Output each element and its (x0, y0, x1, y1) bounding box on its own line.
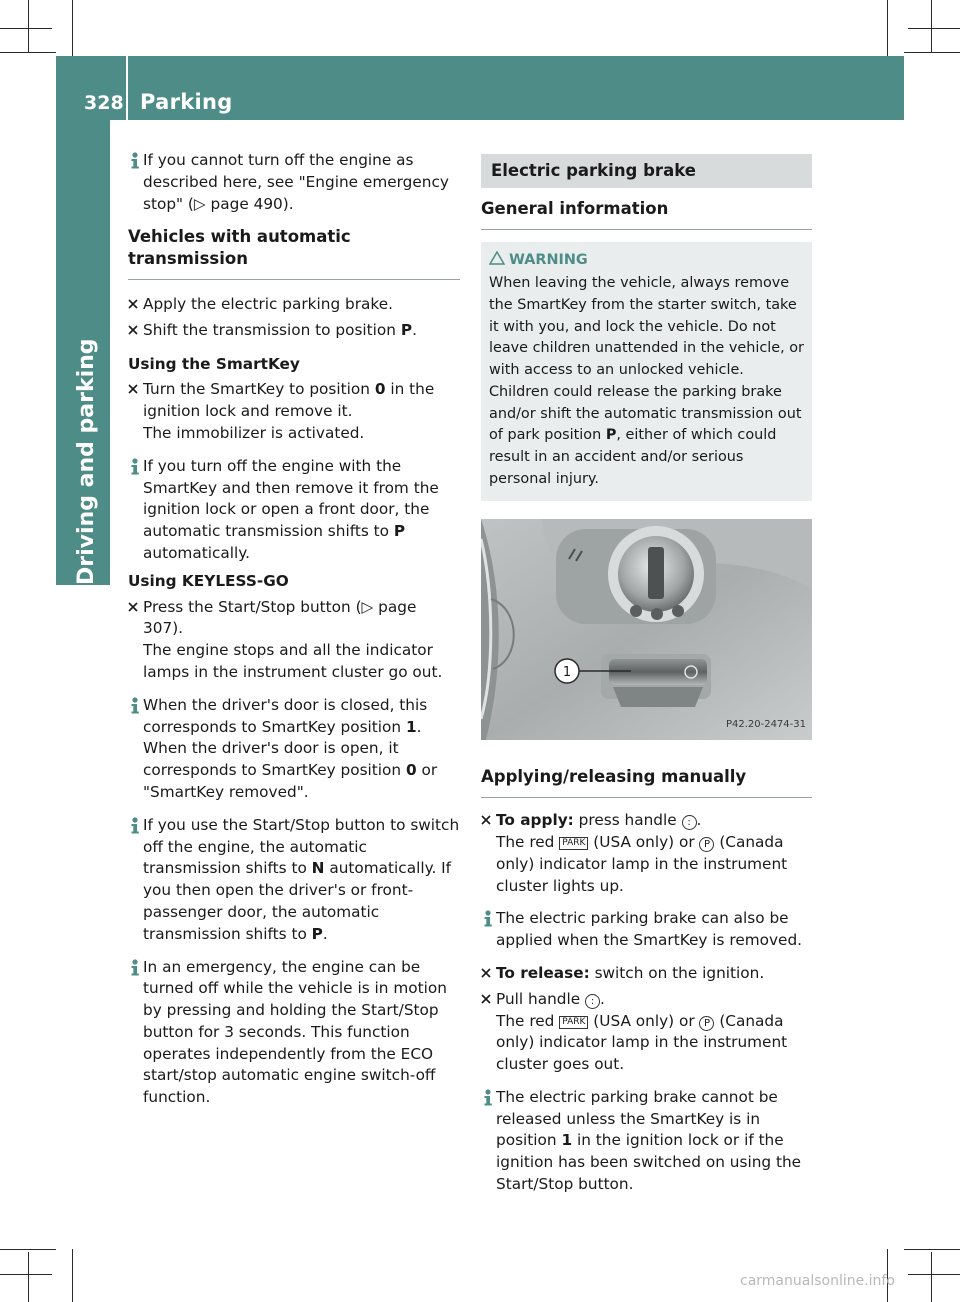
crop-mark (931, 0, 932, 52)
step-item (128, 597, 460, 684)
info-text: If you cannot turn off the engine as described here, see "Engine emergency stop" (▷ page 490). (143, 151, 449, 213)
info-note (481, 1087, 812, 1196)
position-1: 1 (405, 717, 417, 736)
step-item (481, 810, 812, 897)
step-result: The red (496, 1011, 560, 1030)
info-text: automatically. If you then open the driver's or front-passenger door, the automatic transmission shifts to (143, 859, 452, 943)
p-lamp-icon: P (699, 1016, 714, 1031)
crop-mark (0, 28, 52, 29)
crop-mark (28, 1252, 29, 1302)
crop-mark (0, 1274, 52, 1275)
heading-general-information: General information (481, 198, 812, 230)
p-lamp-icon: P (699, 837, 714, 852)
crop-mark (908, 1274, 960, 1275)
warning-title-text: WARNING (509, 251, 588, 268)
info-text: The electric parking brake cannot be released unless the SmartKey is in position (496, 1087, 778, 1150)
step-x-icon (128, 384, 138, 394)
crop-mark (931, 1252, 932, 1302)
info-icon (128, 959, 142, 976)
callout-ref-icon: : (682, 815, 697, 830)
step-text: . (412, 320, 417, 339)
step-item (128, 379, 460, 444)
side-label-text: Driving and parking (74, 338, 99, 585)
crop-mark (28, 0, 29, 52)
side-label (57, 120, 111, 585)
position-0: 0 (405, 761, 417, 780)
watermark: carmanualsonline.info (740, 1273, 895, 1289)
position-1: 1 (561, 1131, 573, 1150)
info-text: or "SmartKey removed". (143, 761, 438, 801)
step-x-icon (481, 968, 491, 978)
info-text: automatically. (143, 543, 250, 562)
sub-heading-smartkey: Using the SmartKey (128, 354, 300, 373)
warning-title (489, 250, 804, 272)
step-x-icon (481, 994, 491, 1004)
info-icon (128, 152, 142, 169)
step-text: switch on the ignition. (589, 963, 765, 982)
info-text: in the ignition lock or if the ignition has been switched on using the Start/Stop button. (496, 1131, 802, 1194)
position-p: P (311, 924, 323, 943)
position-p: P (393, 522, 406, 541)
info-note (128, 957, 460, 1110)
heading-automatic-transmission: Vehicles with automatic transmission (128, 226, 460, 280)
left-column (128, 150, 460, 1120)
info-text: If you turn off the engine with the SmartKey and then remove it from the ignition lock or open a front door, the automatic transmission shifts to (143, 456, 439, 541)
info-icon (128, 697, 142, 714)
info-text: If you use the Start/Stop button to switch off the engine, the automatic transmission shifts to (143, 815, 460, 878)
step-x-icon (128, 299, 138, 309)
figure-code: P42.20-2474-31 (725, 718, 806, 730)
callout-ref-icon: : (585, 994, 600, 1009)
parking-brake-photo (481, 519, 812, 740)
warning-text: , either of which could result in an accident and/or serious personal injury. (489, 427, 777, 487)
step-result: (Canada only) indicator lamp in the instrument cluster goes out. (496, 1011, 788, 1074)
step-result: The red (496, 832, 560, 851)
header-divider (126, 56, 128, 120)
step-text: Shift the transmission to position (143, 320, 401, 339)
step-result: (USA only) or (588, 832, 700, 851)
info-text: When the driver's door is closed, this corresponds to SmartKey position (143, 695, 428, 736)
page-number: 328 (84, 92, 124, 114)
step-item (481, 989, 812, 1076)
step-text: . (600, 989, 605, 1008)
park-lamp-icon: PARK (559, 1016, 588, 1029)
info-icon (481, 910, 495, 927)
step-text: . (696, 811, 702, 830)
info-text: . When the driver's door is open, it corresponds to SmartKey position (143, 717, 422, 780)
step-item (481, 963, 812, 985)
step-text: press handle (573, 811, 682, 830)
step-text: Apply the electric parking brake. (143, 294, 394, 313)
heading-applying-releasing: Applying/releasing manually (481, 766, 812, 798)
info-note (128, 150, 460, 215)
step-x-icon (481, 815, 491, 825)
step-text: Press the Start/Stop button (▷ page 307). (143, 597, 417, 638)
info-note (481, 908, 812, 952)
sub-heading-keyless-go: Using KEYLESS-GO (128, 571, 289, 590)
release-label: To release: (496, 963, 590, 982)
info-note (128, 695, 460, 804)
position-p: P (400, 320, 413, 339)
crop-mark (904, 1249, 960, 1250)
crop-mark (72, 0, 73, 56)
info-icon (128, 817, 142, 834)
info-icon (128, 458, 142, 475)
step-result: The immobilizer is activated. (143, 423, 365, 442)
section-title: Parking (140, 90, 233, 114)
step-text: in the ignition lock and remove it. (143, 380, 435, 421)
crop-mark (904, 52, 960, 53)
step-result: (Canada only) indicator lamp in the instrument cluster lights up. (496, 832, 788, 895)
warning-box (481, 242, 812, 502)
crop-mark (908, 28, 960, 29)
step-item (128, 294, 460, 316)
step-x-icon (128, 325, 138, 335)
heading-electric-parking-brake: Electric parking brake (481, 154, 812, 188)
step-text: Turn the SmartKey to position (143, 380, 375, 399)
warning-text: When leaving the vehicle, always remove the SmartKey from the starter switch, take it with you, and lock the vehicle. Do not leave children unattended in the vehicle, or with access to an unlocked vehicle. Children could release the parking brake and/or shift the automatic transmission out of park position (489, 275, 804, 444)
info-text: . (322, 924, 328, 943)
step-item (128, 320, 460, 342)
apply-label: To apply: (496, 811, 574, 830)
info-text: The electric parking brake can also be applied when the SmartKey is removed. (496, 909, 803, 950)
info-icon (481, 1089, 495, 1106)
parking-brake-figure (481, 519, 812, 740)
warning-triangle-icon (489, 251, 505, 265)
position-n: N (311, 859, 325, 878)
info-note (128, 456, 460, 565)
figure-callout: 1 (562, 665, 572, 681)
crop-mark (0, 52, 56, 53)
position-p: P (605, 427, 617, 444)
park-lamp-icon: PARK (559, 837, 588, 850)
info-note (128, 815, 460, 946)
right-column (481, 154, 812, 1207)
step-result: (USA only) or (588, 1011, 700, 1030)
crop-mark (72, 1249, 73, 1302)
step-result: The engine stops and all the indicator lamps in the instrument cluster go out. (143, 641, 443, 681)
step-text: Pull handle (496, 989, 586, 1008)
step-x-icon (128, 602, 138, 612)
crop-mark (887, 0, 888, 56)
info-text: In an emergency, the engine can be turned off while the vehicle is in motion by pressing and holding the Start/Stop button for 3 seconds. This function operates independently from the ECO start/stop automatic engine switch-off function. (143, 957, 447, 1107)
position-0: 0 (374, 380, 386, 399)
crop-mark (0, 1249, 56, 1250)
